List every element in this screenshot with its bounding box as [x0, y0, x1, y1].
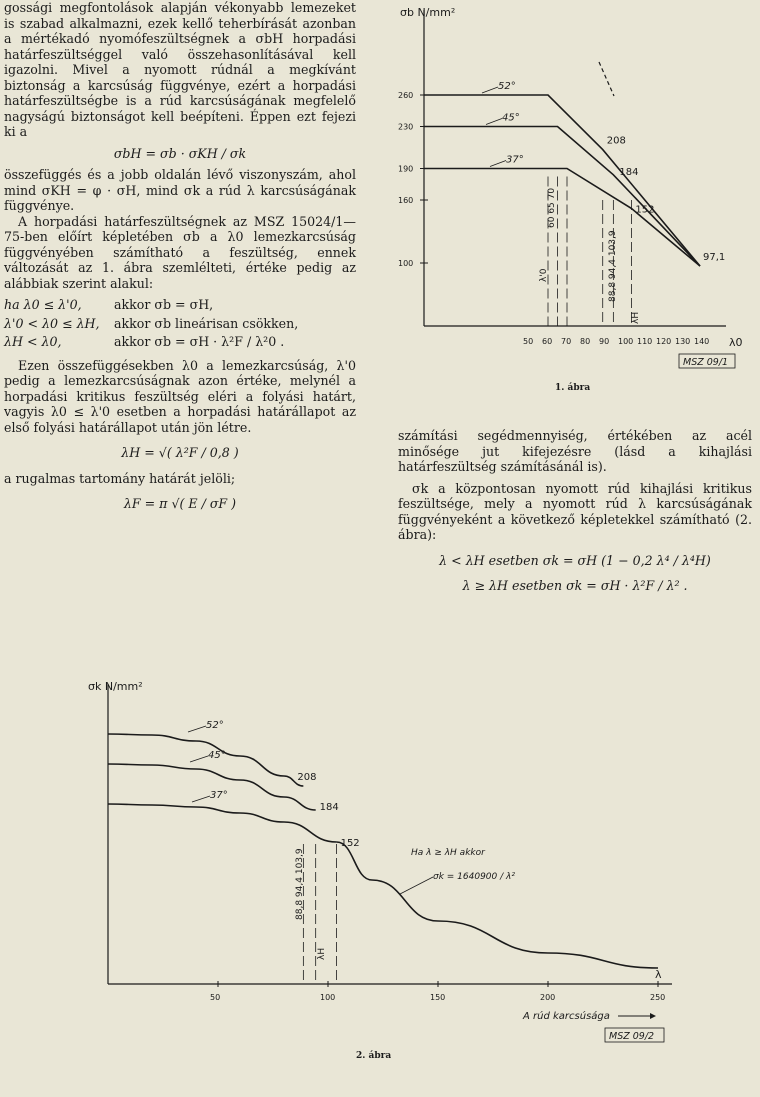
figure-2-chart: [78, 672, 688, 1048]
fig1-y-tick-label: 230: [398, 122, 414, 132]
fig2-x-tick-label: 200: [540, 993, 556, 1002]
fig2-curve-45: [108, 764, 316, 810]
fig2-curve-label: 37°: [210, 790, 228, 801]
fig1-x-tick-label: 110: [637, 337, 653, 346]
fig1-point-label: 184: [619, 166, 639, 178]
fig1-lambdaH-values: 88,8 94,4 103,9: [608, 230, 618, 302]
case-3-condition: λH < λ0,: [4, 334, 62, 349]
fig1-curves: [424, 81, 725, 266]
formula-sigma-k-1: λ < λH esetben σk = σH (1 − 0,2 λ⁴ / λ⁴H): [439, 552, 711, 568]
fig1-x-tick-label: 50: [523, 337, 534, 346]
fig1-x-tick-label: 120: [656, 337, 672, 346]
fig1-x-tick-label: 70: [561, 337, 572, 346]
fig1-point-label: 208: [606, 135, 626, 147]
fig1-lambda0-symbol: λ'0: [539, 268, 549, 282]
fig1-point-label: 97,1: [703, 252, 726, 264]
formula-sigma-k-2: λ ≥ λH esetben σk = σH · λ²F / λ² .: [462, 578, 688, 593]
fig1-y-tick-label: 160: [398, 196, 414, 205]
fig1-guides: [548, 177, 631, 327]
fig2-x-tick-label: 100: [320, 993, 336, 1002]
fig2-curve-52: [108, 734, 303, 786]
fig2-x-title-arrowhead: [650, 1013, 656, 1019]
fig2-curve-label-leader: [190, 756, 208, 762]
fig1-curve-45: [424, 127, 700, 267]
fig2-x-tick-label: 250: [650, 993, 666, 1002]
fig1-x-tick-label: 130: [675, 337, 691, 346]
fig1-curve-52: [424, 95, 700, 266]
fig1-curve-label-leader: [482, 87, 498, 93]
fig2-lambdaH-values: 88,8 94,4 103,9: [295, 848, 305, 920]
fig1-x-label: λ0: [729, 336, 743, 349]
fig1-curve-label: 52°: [498, 81, 516, 92]
fig2-point-label: 184: [319, 802, 339, 813]
formula-lambda-H: λH = √( λ²F / 0,8 ): [121, 445, 239, 460]
fig1-y-tick-label: 260: [398, 91, 414, 100]
fig1-curve-label-leader: [486, 119, 502, 125]
figure-2-caption: 2. ábra: [356, 1051, 392, 1061]
fig2-annotation-condition: Ha λ ≥ λH akkor: [411, 848, 485, 858]
fig2-annotation-formula: σk = 1640900 / λ²: [433, 872, 515, 882]
right-paragraph-2: σk a központosan nyomott rúd kihajlási kritikus feszültsége, mely a nyomott rúd λ karcsúságának függvényeként a következő képletekkel számítható (2. ábra):: [398, 480, 752, 542]
fig1-dashed-extension: [599, 62, 614, 96]
fig1-lambda0-values: 60 65 70: [547, 187, 557, 228]
fig1-curve-label: 37°: [506, 154, 524, 166]
case-list: [4, 297, 356, 350]
case-3-value: akkor σb = σH · λ²F / λ²0 .: [114, 334, 285, 349]
left-paragraph-4: Ezen összefüggésekben λ0 a lemezkarcsúság, λ'0 pedig a lemezkarcsúságnak azon értéke, melynél a horpadási kritikus feszültség eléri a folyási határt, vagyis λ0 ≤ λ'0 esetben a horpadási határállapot az első folyási határállapot után jön létre.: [4, 357, 356, 435]
case-1-value: akkor σb = σH,: [114, 297, 214, 312]
fig1-stamp: MSZ 09/1: [683, 357, 729, 368]
formula-sigma-bH: σbH = σb · σKH / σk: [113, 145, 247, 161]
fig2-point-label: 152: [340, 838, 360, 849]
fig1-y-label: σb N/mm²: [400, 6, 456, 19]
fig1-y-tick-label: 190: [398, 164, 414, 174]
fig1-curve-label: 45°: [502, 112, 520, 124]
fig2-x-tick-label: 150: [430, 993, 446, 1002]
fig2-x-label: λ: [655, 968, 662, 981]
fig1-point-label: 152: [635, 204, 655, 216]
fig1-x-tick-label: 100: [618, 337, 634, 346]
left-paragraph-2: összefüggés és a jobb oldalán lévő viszonyszám, ahol mind σKH = φ · σH, mind σk a rúd λ karcsúságának függvénye.: [4, 167, 356, 213]
fig2-lambdaH-symbol: λH: [317, 947, 327, 960]
fig2-x-tick-label: 50: [210, 993, 221, 1002]
left-column: [4, 0, 356, 522]
fig2-curve-label: 45°: [208, 750, 226, 761]
right-column: [398, 428, 752, 604]
fig1-lambdaH-symbol: λH: [631, 311, 641, 324]
fig2-stamp: MSZ 09/2: [609, 1031, 655, 1042]
case-1-condition: ha λ0 ≤ λ'0,: [4, 297, 82, 312]
fig2-point-label: 208: [297, 772, 317, 783]
fig1-curve-label-leader: [490, 161, 506, 167]
fig2-curve-label: 52°: [206, 720, 224, 731]
fig2-y-label: σk N/mm²: [88, 680, 143, 693]
case-2-condition: λ'0 < λ0 ≤ λH,: [4, 315, 100, 331]
left-paragraph-3: A horpadási határfeszültségnek az MSZ 15024/1—75-ben előírt képletében σb a λ0 lemezkarcsúság függvényében számítható a feszültség, ennek változását az 1. ábra szemlélteti, értéke pedig az alábbiak szerint alakul:: [4, 213, 356, 291]
case-2-value: akkor σb lineárisan csökken,: [114, 315, 299, 331]
left-paragraph-1: gossági megfontolások alapján vékonyabb lemezeket is szabad alkalmazni, ezek kellő teherbírását azonban a mértékadó nyomófeszültségnek a σbH horpadási határfeszültséggel való összehasonlításával kell igazolni. Mivel a nyomott rúdnál a megkívánt biztonság a karcsúság függvénye, ezért a horpadási határfeszültségbe is a rúd karcsúságának megfelelő nagyságú biztonságot kell beépíteni. Éppen ezt fejezi ki a: [4, 0, 356, 139]
fig2-annotation-leader: [400, 877, 433, 894]
fig1-y-tick-label: 100: [398, 259, 414, 268]
fig2-curve-label-leader: [192, 796, 210, 802]
fig2-curve-Euler: [337, 842, 658, 968]
figure-1-caption: 1. ábra: [555, 383, 591, 393]
left-paragraph-5: a rugalmas tartomány határát jelöli;: [4, 470, 236, 486]
fig2-x-title: A rúd karcsúsága: [523, 1011, 610, 1022]
fig2-curve-37: [108, 804, 337, 842]
formula-lambda-F: λF = π √( E / σF ): [123, 496, 237, 511]
fig1-x-tick-label: 90: [599, 337, 610, 346]
fig1-x-ticks: [523, 337, 709, 346]
fig2-curves: [108, 720, 658, 968]
figure-1-chart: [396, 0, 760, 380]
fig1-x-tick-label: 80: [580, 337, 591, 346]
fig2-curve-label-leader: [188, 726, 206, 732]
fig2-guides: [303, 844, 336, 984]
fig1-x-tick-label: 140: [694, 337, 710, 346]
fig1-x-tick-label: 60: [542, 337, 553, 346]
right-paragraph-1: számítási segédmennyiség, értékében az acél minősége jut kifejezésre (lásd a kihajlási határfeszültség számításánál is).: [398, 428, 752, 474]
